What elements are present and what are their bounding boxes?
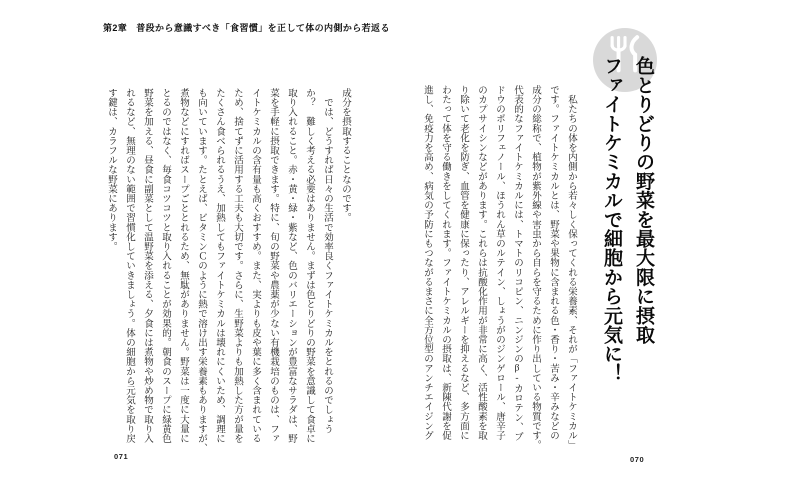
body-column: り除いて老化を防ぎ、血管を健康に保ったり、アレルギーを抑えるなど、多方面に [458,85,468,441]
body-column: ドウのポリフェノール、ほうれん草のルテイン、しょうがのジンゲロール、唐辛子 [494,85,504,441]
body-column: では、どうすれば日々の生活で効率良くファイトケミカルをとれるのでしょう [322,88,332,434]
section-title-line-1: 色とりどりの野菜を最大限に摂取 [633,56,654,344]
running-head-title: 普段から意識すべき「食習慣」を正して体の内側から若返る [136,23,390,33]
body-column: 菜を手軽に摂取できます。特に、旬の野菜や農薬が少ない有機栽培のものは、ファ [268,88,278,444]
body-column: わたって体を守る働きをしてくれます。ファイトケミカルの摂取は、新陳代謝を促 [440,85,450,441]
body-column: か？ 難しく考える必要はありません。まずは色とりどりの野菜を意識して食卓に [304,88,314,444]
section-title-line-2: ファイトケミカルで細胞から元気に！ [601,56,622,383]
body-column: す鍵は、カラフルな野菜にあります。 [106,88,116,252]
running-head [103,21,390,34]
page-number-right: 070 [630,455,645,464]
body-column: のカプサイシンなどがあります。これらは抗酸化作用が非常に高く、活性酸素を取 [476,85,486,441]
body-column: イトケミカルの含有量も高くおすすめ。また、実よりも皮や葉に多く含まれている [250,88,260,444]
body-column: 成分を摂取することなのです。 [340,88,350,223]
body-column: 取り入れること。赤・黄・緑・紫など、色のバリエーションが豊富なサラダは、野 [286,88,296,444]
page-number-left: 071 [114,452,129,461]
body-column: とるのではなく、毎食コツコツと取り入れることが効果的。朝食のスープに緑黄色 [160,88,170,444]
left-page-body [102,88,354,460]
right-page-body [418,85,580,457]
body-column: 野菜を加える、昼食に副菜として温野菜を添える、夕食には煮物や炒め物で取り入 [142,88,152,444]
body-column: ため、捨てずに活用する工夫も大切です。さらに、生野菜よりも加熱した方が量を [232,88,242,444]
body-column: 成分の総称で、植物が紫外線や害虫から自らを守るために作り出している物質です。 [530,85,540,450]
chapter-label: 第2章 [103,23,128,33]
body-column: 煮物などにすればスープごととれるため、無駄がありません。野菜は一度に大量に [178,88,188,444]
body-column: 私たちの体を内側から若々しく保ってくれる栄養素、それが「ファイトケミカル」 [566,85,576,450]
body-column: です。ファイトケミカルとは、野菜や果物に含まれる色・香り・苦み・辛みなどの [548,85,558,441]
section-title [595,56,659,388]
body-column: たくさん食べられるうえ、加熱してもファイトケミカルは壊れにくいため、調理に [214,88,224,444]
body-column: 代表的なファイトケミカルには、トマトのリコピン、ニンジンのβ-カロテン、ブ [512,85,522,442]
body-column: も向いています。たとえば、ビタミンＣのように熱で溶け出す栄養素もありますが、 [196,88,206,453]
body-column: 進し、免疫力を高め、病気の予防にもつながるまさに全方位型のアンチエイジング [422,85,432,441]
body-column: れるなど、無理のない範囲で習慣化していきましょう。体の細胞から元気を取り戻 [124,88,134,444]
